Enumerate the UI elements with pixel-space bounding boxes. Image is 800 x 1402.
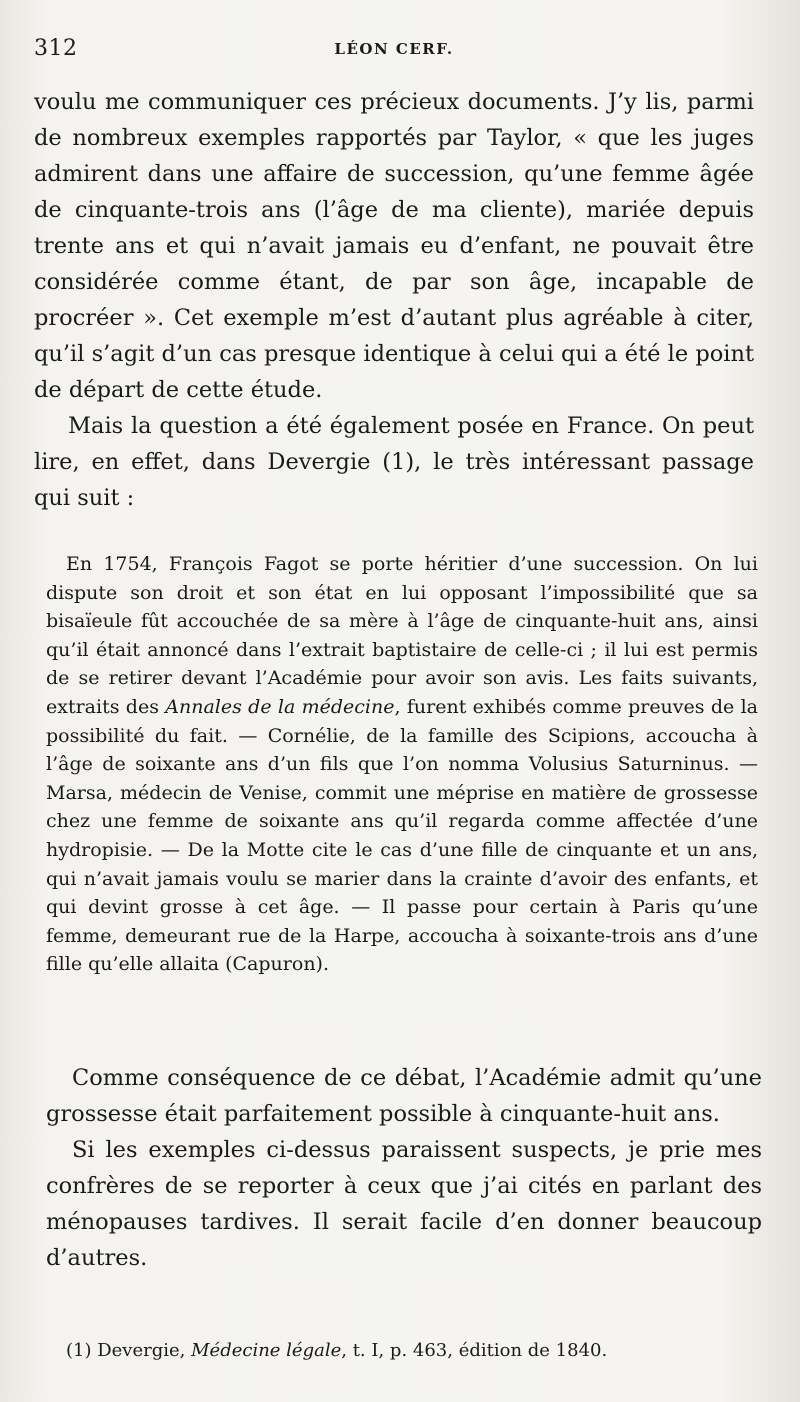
quote-text-part1: En 1754, François Fagot se porte héritier d’une succession. On lui dispute son droit et son état en lui opposant l’impossibilité que sa bisaïeule fût accouchée de sa mère à l’âge de cinquante-huit ans, ainsi qu’il était annoncé dans l’extrait baptistaire de celle-ci ; il lui est permis de se retirer devant l’Académie pour avoir son avis. Les faits suivants, extraits des [46, 553, 758, 718]
quote-text-part2: , furent exhibés comme preuves de la possibilité du fait. — Cornélie, de la famille des Scipions, accoucha à l’âge de soixante ans d’un fils que l’on nomma Volusius Saturninus. — Marsa, médecin de Venise, commit une méprise en matière de grossesse chez une femme de soixante ans qu’il regarda comme affectée d’une hydropisie. — De la Motte cite le cas d’une fille de cinquante et un ans, qui n’avait jamais voulu se marier dans la crainte d’avoir des enfants, et qui devint grosse à cet âge. — Il passe pour certain à Paris qu’une femme, demeurant rue de la Harpe, accoucha à soixante-trois ans d’une fille qu’elle allaita (Capuron). [46, 695, 758, 976]
footnote-prefix: (1) Devergie, [66, 1340, 192, 1361]
page-number: 312 [34, 36, 78, 61]
quote-paragraph [46, 550, 758, 979]
footnote-italic-title: Médecine légale [191, 1340, 342, 1361]
footnote-suffix: , t. I, p. 463, édition de 1840. [341, 1340, 608, 1361]
paragraph: Mais la question a été également posée en France. On peut lire, en effet, dans Devergie (1), le très intéressant passage qui suit : [34, 413, 754, 511]
quoted-passage [46, 550, 758, 979]
paragraph: Comme conséquence de ce débat, l’Académie admit qu’une grossesse était parfaitement possible à cinquante-huit ans. [46, 1065, 762, 1127]
main-text-top [34, 84, 754, 516]
running-head: LÉON CERF. [334, 40, 454, 58]
footnote [66, 1338, 746, 1364]
main-text-bottom [46, 1060, 762, 1276]
paragraph: Si les exemples ci-dessus paraissent suspects, je prie mes confrères de se reporter à ceux que j’ai cités en parlant des ménopauses tardives. Il serait facile d’en donner beaucoup d’autres. [46, 1137, 762, 1271]
page-header [34, 36, 754, 66]
quote-italic-title: Annales de la médecine [165, 695, 395, 718]
paragraph: voulu me communiquer ces précieux documents. J’y lis, parmi de nombreux exemples rapportés par Taylor, « que les juges admirent dans une affaire de succession, qu’une femme âgée de cinquante-trois ans (l’âge de ma cliente), mariée depuis trente ans et qui n’avait jamais eu d’enfant, ne pouvait être considérée comme étant, de par son âge, incapable de procréer ». Cet exemple m’est d’autant plus agréable à citer, qu’il s’agit d’un cas presque identique à celui qui a été le point de départ de cette étude. [34, 89, 754, 403]
